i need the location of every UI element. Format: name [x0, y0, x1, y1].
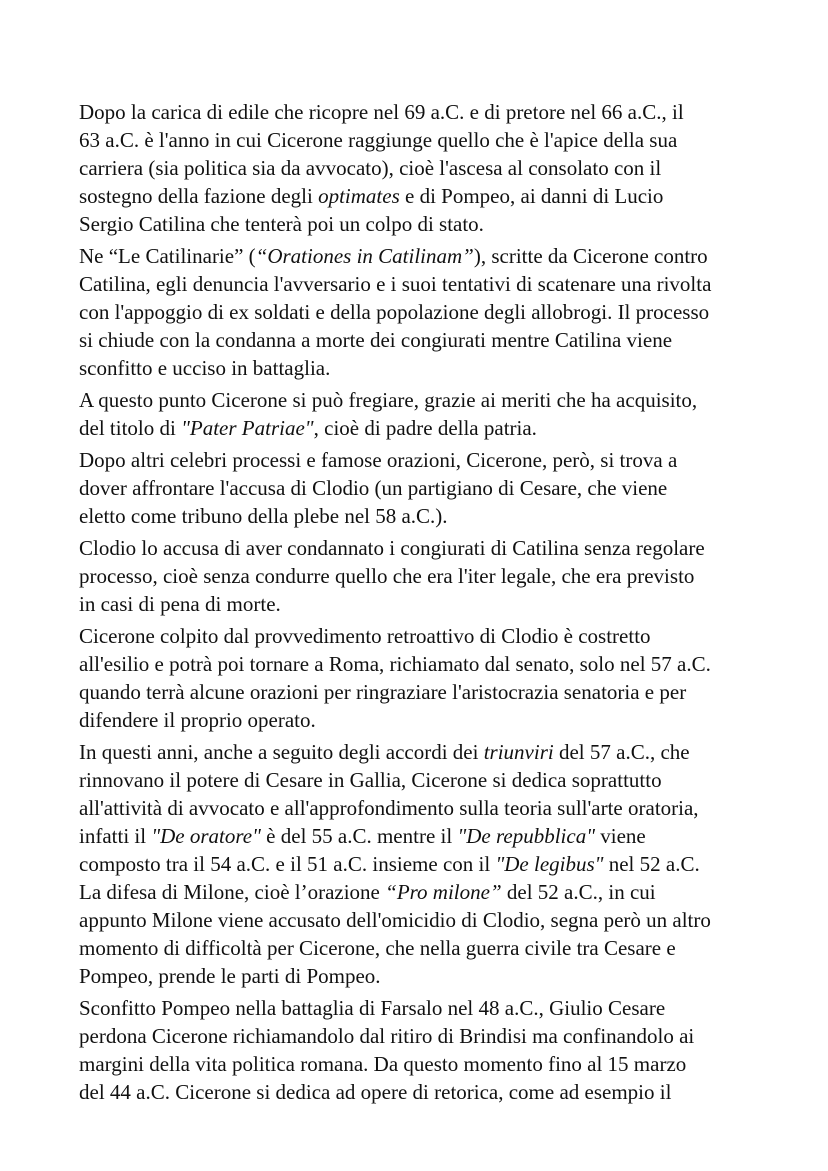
italic-text: “Orationes in Catilinam”: [255, 244, 474, 268]
text-run: Catilina, egli denuncia l'avversario e i suoi tentativi di scatenare una rivolta: [79, 272, 712, 296]
text-run: sostegno della fazione degli: [79, 184, 319, 208]
text-line: [79, 994, 769, 1022]
paragraph: [79, 98, 769, 238]
text-line: [79, 906, 769, 934]
text-run: carriera (sia politica sia da avvocato), cioè l'ascesa al consolato con il: [79, 156, 662, 180]
text-line: [79, 414, 769, 442]
text-run: in casi di pena di morte.: [79, 592, 281, 616]
text-run: del titolo di: [79, 416, 182, 440]
text-line: [79, 794, 769, 822]
paragraph: [79, 386, 769, 442]
text-line: [79, 1022, 769, 1050]
text-run: In questi anni, anche a seguito degli accordi dei: [79, 740, 484, 764]
text-run: difendere il proprio operato.: [79, 708, 316, 732]
text-run: del 52 a.C., in cui: [501, 880, 656, 904]
text-run: rinnovano il potere di Cesare in Gallia, Cicerone si dedica soprattutto: [79, 768, 662, 792]
text-line: [79, 590, 769, 618]
text-line: [79, 678, 769, 706]
text-line: [79, 1078, 769, 1106]
text-line: [79, 446, 769, 474]
text-run: nel 52 a.C.: [603, 852, 700, 876]
text-line: [79, 934, 769, 962]
text-line: [79, 386, 769, 414]
text-run: Pompeo, prende le parti di Pompeo.: [79, 964, 381, 988]
text-run: Clodio lo accusa di aver condannato i congiurati di Catilina senza regolare: [79, 536, 705, 560]
text-run: Ne “Le Catilinarie” (: [79, 244, 256, 268]
italic-text: "De repubblica": [457, 824, 596, 848]
italic-text: "De oratore": [151, 824, 261, 848]
text-run: con l'appoggio di ex soldati e della popolazione degli allobrogi. Il processo: [79, 300, 710, 324]
text-line: [79, 126, 769, 154]
text-line: [79, 822, 769, 850]
text-line: [79, 210, 769, 238]
paragraph: [79, 242, 769, 382]
text-run: Sconfitto Pompeo nella battaglia di Farsalo nel 48 a.C., Giulio Cesare: [79, 996, 666, 1020]
text-run: si chiude con la condanna a morte dei congiurati mentre Catilina viene: [79, 328, 673, 352]
text-line: [79, 98, 769, 126]
text-run: Dopo altri celebri processi e famose orazioni, Cicerone, però, si trova a: [79, 448, 678, 472]
text-line: [79, 474, 769, 502]
text-line: [79, 534, 769, 562]
text-run: perdona Cicerone richiamandolo dal ritiro di Brindisi ma confinandolo ai: [79, 1024, 695, 1048]
text-run: , cioè di padre della patria.: [313, 416, 537, 440]
text-run: del 57 a.C., che: [553, 740, 690, 764]
text-run: appunto Milone viene accusato dell'omicidio di Clodio, segna però un altro: [79, 908, 711, 932]
text-line: [79, 502, 769, 530]
text-line: [79, 850, 769, 878]
text-run: composto tra il 54 a.C. e il 51 a.C. insieme con il: [79, 852, 496, 876]
text-run: ), scritte da Cicerone contro: [473, 244, 708, 268]
paragraph: [79, 446, 769, 530]
text-run: La difesa di Milone, cioè l’orazione: [79, 880, 386, 904]
paragraph: [79, 622, 769, 734]
italic-text: "Pater Patriae": [181, 416, 314, 440]
text-line: [79, 298, 769, 326]
text-line: [79, 154, 769, 182]
text-run: 63 a.C. è l'anno in cui Cicerone raggiunge quello che è l'apice della sua: [79, 128, 678, 152]
text-line: [79, 962, 769, 990]
text-run: all'attività di avvocato e all'approfondimento sulla teoria sull'arte oratoria,: [79, 796, 699, 820]
text-line: [79, 1050, 769, 1078]
text-line: [79, 766, 769, 794]
text-line: [79, 706, 769, 734]
text-line: [79, 650, 769, 678]
text-line: [79, 622, 769, 650]
text-run: infatti il: [79, 824, 152, 848]
paragraph: [79, 994, 769, 1106]
text-run: è del 55 a.C. mentre il: [260, 824, 458, 848]
italic-text: “Pro milone”: [385, 880, 502, 904]
text-run: dover affrontare l'accusa di Clodio (un partigiano di Cesare, che viene: [79, 476, 668, 500]
text-run: A questo punto Cicerone si può fregiare, grazie ai meriti che ha acquisito,: [79, 388, 698, 412]
text-run: momento di difficoltà per Cicerone, che nella guerra civile tra Cesare e: [79, 936, 676, 960]
text-run: eletto come tribuno della plebe nel 58 a.C.).: [79, 504, 448, 528]
text-run: del 44 a.C. Cicerone si dedica ad opere di retorica, come ad esempio il: [79, 1080, 672, 1104]
text-line: [79, 242, 769, 270]
italic-text: optimates: [318, 184, 400, 208]
text-run: all'esilio e potrà poi tornare a Roma, richiamato dal senato, solo nel 57 a.C.: [79, 652, 711, 676]
text-line: [79, 878, 769, 906]
italic-text: "De legibus": [495, 852, 604, 876]
text-run: quando terrà alcune orazioni per ringraziare l'aristocrazia senatoria e per: [79, 680, 687, 704]
text-run: Cicerone colpito dal provvedimento retroattivo di Clodio è costretto: [79, 624, 651, 648]
text-run: Sergio Catilina che tenterà poi un colpo di stato.: [79, 212, 484, 236]
text-run: sconfitto e ucciso in battaglia.: [79, 356, 331, 380]
text-run: margini della vita politica romana. Da questo momento fino al 15 marzo: [79, 1052, 687, 1076]
text-line: [79, 326, 769, 354]
paragraph: [79, 534, 769, 618]
document-body: [79, 98, 769, 1106]
text-line: [79, 354, 769, 382]
text-line: [79, 270, 769, 298]
text-run: Dopo la carica di edile che ricopre nel 69 a.C. e di pretore nel 66 a.C., il: [79, 100, 684, 124]
text-line: [79, 182, 769, 210]
paragraph: [79, 738, 769, 990]
text-line: [79, 562, 769, 590]
text-run: viene: [595, 824, 646, 848]
italic-text: triunviri: [483, 740, 554, 764]
text-run: processo, cioè senza condurre quello che era l'iter legale, che era previsto: [79, 564, 695, 588]
text-run: e di Pompeo, ai danni di Lucio: [399, 184, 664, 208]
text-line: [79, 738, 769, 766]
